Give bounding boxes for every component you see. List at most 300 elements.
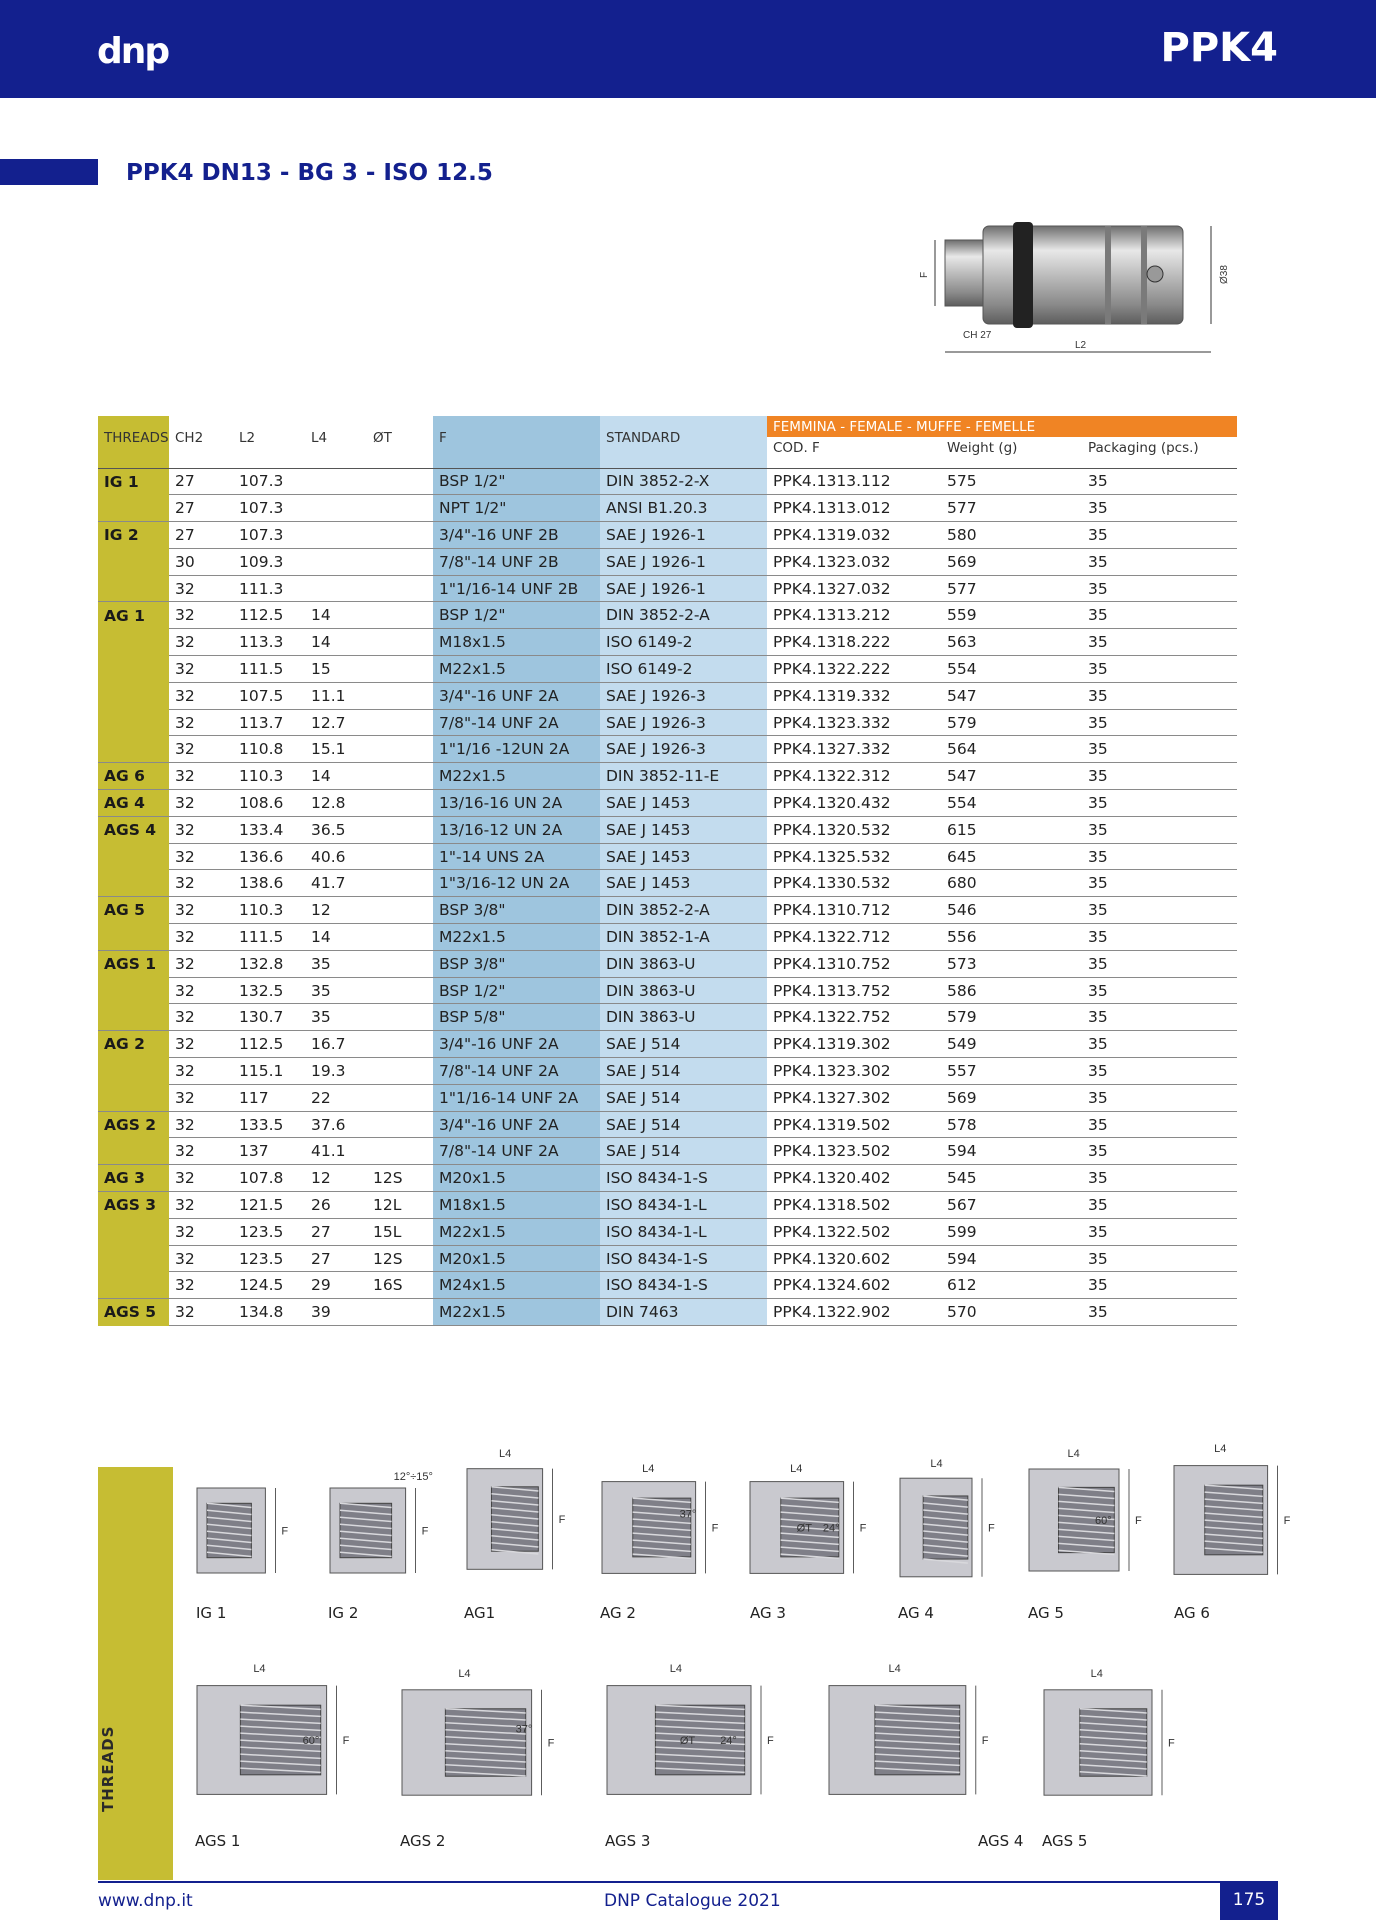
cell-ch2: 32 bbox=[169, 924, 233, 951]
cell-cod: PPK4.1325.532 bbox=[767, 843, 941, 870]
cell-cod: PPK4.1322.902 bbox=[767, 1299, 941, 1326]
thread-drawing bbox=[600, 1460, 730, 1595]
dim-t-label: ØT bbox=[679, 1735, 696, 1747]
table-row bbox=[98, 1272, 1237, 1299]
table-row bbox=[98, 468, 1237, 495]
cell-standard: DIN 3852-1-A bbox=[600, 924, 767, 951]
cell-standard: ISO 8434-1-L bbox=[600, 1218, 767, 1245]
diameter-label: Ø38 bbox=[1219, 265, 1230, 284]
cell-f: M22x1.5 bbox=[433, 1299, 600, 1326]
header-band bbox=[0, 0, 1376, 98]
cell-thread: AG 6 bbox=[98, 763, 169, 790]
cell-thread bbox=[98, 1138, 169, 1165]
cell-f: 13/16-16 UN 2A bbox=[433, 790, 600, 817]
cell-packaging: 35 bbox=[1082, 790, 1237, 817]
cell-l4: 12.8 bbox=[305, 790, 367, 817]
table-row bbox=[98, 575, 1237, 602]
cell-l2: 124.5 bbox=[233, 1272, 305, 1299]
cell-weight: 599 bbox=[941, 1218, 1082, 1245]
col-t-header: ØT bbox=[373, 429, 392, 446]
dim-l4-label: L4 bbox=[499, 1448, 512, 1460]
cell-l2: 123.5 bbox=[233, 1245, 305, 1272]
cell-l4: 36.5 bbox=[305, 816, 367, 843]
cell-ch2: 32 bbox=[169, 602, 233, 629]
cell-ch2: 32 bbox=[169, 682, 233, 709]
cell-l4: 35 bbox=[305, 977, 367, 1004]
cell-l4: 12.7 bbox=[305, 709, 367, 736]
angle-label: 60° bbox=[302, 1735, 320, 1747]
cell-f: M18x1.5 bbox=[433, 1192, 600, 1219]
cell-weight: 577 bbox=[941, 495, 1082, 522]
cell-t bbox=[367, 950, 433, 977]
l2-label: L2 bbox=[1075, 340, 1087, 351]
product-code: PPK4 bbox=[1160, 25, 1278, 71]
cell-standard: DIN 3863-U bbox=[600, 1004, 767, 1031]
cell-standard: ISO 6149-2 bbox=[600, 656, 767, 683]
table-row bbox=[98, 1111, 1237, 1138]
cell-l2: 113.3 bbox=[233, 629, 305, 656]
table-row bbox=[98, 897, 1237, 924]
cell-f: 1"1/16-14 UNF 2B bbox=[433, 575, 600, 602]
cell-l2: 132.8 bbox=[233, 950, 305, 977]
thread-drawing-label: AG 4 bbox=[898, 1604, 934, 1622]
female-header: FEMMINA - FEMALE - MUFFE - FEMELLE bbox=[767, 416, 1237, 437]
dim-f-label: F bbox=[1168, 1737, 1175, 1750]
cell-cod: PPK4.1319.502 bbox=[767, 1111, 941, 1138]
dim-f-label: F bbox=[1283, 1515, 1291, 1527]
title-accent-bar bbox=[0, 159, 98, 185]
cell-thread: AGS 1 bbox=[98, 950, 169, 977]
cell-weight: 579 bbox=[941, 709, 1082, 736]
cell-l4 bbox=[305, 575, 367, 602]
thread-drawing-label: AG 5 bbox=[1028, 1604, 1064, 1622]
cell-ch2: 32 bbox=[169, 736, 233, 763]
cell-cod: PPK4.1327.332 bbox=[767, 736, 941, 763]
cell-standard: DIN 3852-2-A bbox=[600, 897, 767, 924]
cell-f: BSP 5/8" bbox=[433, 1004, 600, 1031]
cell-packaging: 35 bbox=[1082, 816, 1237, 843]
dim-f-label: F bbox=[859, 1522, 867, 1535]
cell-t bbox=[367, 1111, 433, 1138]
cell-weight: 564 bbox=[941, 736, 1082, 763]
cell-ch2: 32 bbox=[169, 709, 233, 736]
cell-standard: SAE J 514 bbox=[600, 1084, 767, 1111]
cell-weight: 645 bbox=[941, 843, 1082, 870]
cell-f: 1"3/16-12 UN 2A bbox=[433, 870, 600, 897]
cell-ch2: 32 bbox=[169, 763, 233, 790]
cell-l2: 136.6 bbox=[233, 843, 305, 870]
cell-weight: 559 bbox=[941, 602, 1082, 629]
cell-standard: SAE J 514 bbox=[600, 1111, 767, 1138]
cell-ch2: 32 bbox=[169, 897, 233, 924]
cell-standard: DIN 3852-2-X bbox=[600, 468, 767, 495]
cell-standard: DIN 3852-2-A bbox=[600, 602, 767, 629]
cell-thread bbox=[98, 682, 169, 709]
thread-drawing bbox=[748, 1460, 878, 1595]
cell-standard: DIN 3863-U bbox=[600, 950, 767, 977]
cell-l2: 109.3 bbox=[233, 548, 305, 575]
table-row bbox=[98, 763, 1237, 790]
cell-weight: 594 bbox=[941, 1245, 1082, 1272]
cell-l2: 110.3 bbox=[233, 897, 305, 924]
cell-l4: 15 bbox=[305, 656, 367, 683]
cell-ch2: 32 bbox=[169, 950, 233, 977]
thread-drawing-label: AG 3 bbox=[750, 1604, 786, 1622]
cell-ch2: 32 bbox=[169, 790, 233, 817]
footer-catalogue: DNP Catalogue 2021 bbox=[604, 1891, 781, 1911]
cell-standard: SAE J 1926-1 bbox=[600, 522, 767, 549]
cell-l2: 110.8 bbox=[233, 736, 305, 763]
cell-cod: PPK4.1313.212 bbox=[767, 602, 941, 629]
cell-t bbox=[367, 682, 433, 709]
thread-drawing bbox=[195, 1468, 290, 1593]
col-packaging-header: Packaging (pcs.) bbox=[1088, 440, 1199, 456]
thread-drawing-label: AG 2 bbox=[600, 1604, 636, 1622]
cell-packaging: 35 bbox=[1082, 1218, 1237, 1245]
dim-f-label: F bbox=[711, 1522, 719, 1535]
cell-l2: 134.8 bbox=[233, 1299, 305, 1326]
cell-ch2: 32 bbox=[169, 575, 233, 602]
table-row bbox=[98, 1031, 1237, 1058]
cell-weight: 556 bbox=[941, 924, 1082, 951]
cell-thread: IG 2 bbox=[98, 522, 169, 549]
cell-packaging: 35 bbox=[1082, 924, 1237, 951]
thread-drawing bbox=[605, 1660, 805, 1820]
table-row bbox=[98, 870, 1237, 897]
cell-weight: 612 bbox=[941, 1272, 1082, 1299]
dim-l4-label: L4 bbox=[888, 1663, 901, 1675]
cell-weight: 570 bbox=[941, 1299, 1082, 1326]
cell-thread bbox=[98, 656, 169, 683]
cell-t bbox=[367, 977, 433, 1004]
footer-rule bbox=[98, 1881, 1278, 1883]
cell-t: 15L bbox=[367, 1218, 433, 1245]
cell-t: 16S bbox=[367, 1272, 433, 1299]
cell-standard: ISO 8434-1-S bbox=[600, 1165, 767, 1192]
cell-ch2: 32 bbox=[169, 1058, 233, 1085]
cell-thread bbox=[98, 1245, 169, 1272]
cell-thread bbox=[98, 977, 169, 1004]
cell-l2: 107.3 bbox=[233, 495, 305, 522]
thread-drawing-label: IG 1 bbox=[196, 1604, 227, 1622]
cell-cod: PPK4.1327.302 bbox=[767, 1084, 941, 1111]
dim-l4-label: L4 bbox=[642, 1463, 655, 1475]
cell-packaging: 35 bbox=[1082, 977, 1237, 1004]
col-cod-header: COD. F bbox=[773, 440, 820, 456]
cell-packaging: 35 bbox=[1082, 950, 1237, 977]
cell-t bbox=[367, 843, 433, 870]
cell-t bbox=[367, 602, 433, 629]
cell-l4 bbox=[305, 468, 367, 495]
cell-standard: SAE J 1926-3 bbox=[600, 682, 767, 709]
cell-cod: PPK4.1320.602 bbox=[767, 1245, 941, 1272]
cell-l2: 111.5 bbox=[233, 656, 305, 683]
cell-l2: 111.5 bbox=[233, 924, 305, 951]
cell-l4: 41.7 bbox=[305, 870, 367, 897]
cell-thread: AGS 2 bbox=[98, 1111, 169, 1138]
cell-cod: PPK4.1313.752 bbox=[767, 977, 941, 1004]
cell-f: 7/8"-14 UNF 2A bbox=[433, 709, 600, 736]
cell-cod: PPK4.1320.432 bbox=[767, 790, 941, 817]
cell-l4: 16.7 bbox=[305, 1031, 367, 1058]
cell-weight: 547 bbox=[941, 682, 1082, 709]
cell-l2: 112.5 bbox=[233, 602, 305, 629]
cell-ch2: 32 bbox=[169, 816, 233, 843]
cell-weight: 546 bbox=[941, 897, 1082, 924]
cell-cod: PPK4.1320.402 bbox=[767, 1165, 941, 1192]
dim-f-label: F bbox=[421, 1525, 429, 1538]
thread-drawing bbox=[1027, 1445, 1152, 1595]
cell-cod: PPK4.1322.712 bbox=[767, 924, 941, 951]
cell-ch2: 32 bbox=[169, 656, 233, 683]
cell-ch2: 32 bbox=[169, 1031, 233, 1058]
cell-l2: 115.1 bbox=[233, 1058, 305, 1085]
cell-thread: AG 1 bbox=[98, 602, 169, 629]
cell-standard: ISO 6149-2 bbox=[600, 629, 767, 656]
cell-cod: PPK4.1310.752 bbox=[767, 950, 941, 977]
cell-cod: PPK4.1322.312 bbox=[767, 763, 941, 790]
cell-l2: 138.6 bbox=[233, 870, 305, 897]
cell-l2: 107.3 bbox=[233, 468, 305, 495]
cell-f: M24x1.5 bbox=[433, 1272, 600, 1299]
cell-l4: 40.6 bbox=[305, 843, 367, 870]
cell-cod: PPK4.1319.302 bbox=[767, 1031, 941, 1058]
thread-drawing-label: AG1 bbox=[464, 1604, 496, 1622]
cell-f: 3/4"-16 UNF 2A bbox=[433, 1031, 600, 1058]
cell-cod: PPK4.1327.032 bbox=[767, 575, 941, 602]
table-row bbox=[98, 1218, 1237, 1245]
cell-packaging: 35 bbox=[1082, 1165, 1237, 1192]
cell-packaging: 35 bbox=[1082, 1192, 1237, 1219]
table-row bbox=[98, 522, 1237, 549]
cell-f: M20x1.5 bbox=[433, 1245, 600, 1272]
cell-packaging: 35 bbox=[1082, 602, 1237, 629]
table-row bbox=[98, 843, 1237, 870]
cell-thread: AGS 3 bbox=[98, 1192, 169, 1219]
cell-packaging: 35 bbox=[1082, 468, 1237, 495]
cell-t bbox=[367, 495, 433, 522]
cell-standard: SAE J 1453 bbox=[600, 816, 767, 843]
cell-l2: 117 bbox=[233, 1084, 305, 1111]
table-row bbox=[98, 709, 1237, 736]
table-row bbox=[98, 924, 1237, 951]
dim-f-label: F bbox=[767, 1735, 774, 1747]
cell-weight: 547 bbox=[941, 763, 1082, 790]
cell-thread bbox=[98, 575, 169, 602]
cell-cod: PPK4.1313.112 bbox=[767, 468, 941, 495]
cell-weight: 579 bbox=[941, 1004, 1082, 1031]
col-l2-header: L2 bbox=[239, 429, 256, 446]
brand-logo: dnp bbox=[97, 31, 169, 72]
cell-f: 7/8"-14 UNF 2A bbox=[433, 1058, 600, 1085]
cell-thread bbox=[98, 548, 169, 575]
cell-weight: 594 bbox=[941, 1138, 1082, 1165]
cell-l4: 19.3 bbox=[305, 1058, 367, 1085]
cell-standard: SAE J 514 bbox=[600, 1031, 767, 1058]
cell-l2: 107.3 bbox=[233, 522, 305, 549]
dim-l4-label: L4 bbox=[458, 1668, 471, 1680]
cell-l4: 14 bbox=[305, 602, 367, 629]
table-row bbox=[98, 790, 1237, 817]
cell-l4: 27 bbox=[305, 1245, 367, 1272]
table-row bbox=[98, 1058, 1237, 1085]
cell-weight: 563 bbox=[941, 629, 1082, 656]
cell-weight: 569 bbox=[941, 1084, 1082, 1111]
cell-t bbox=[367, 522, 433, 549]
cell-thread: AGS 4 bbox=[98, 816, 169, 843]
cell-t bbox=[367, 1031, 433, 1058]
cell-packaging: 35 bbox=[1082, 1004, 1237, 1031]
cell-packaging: 35 bbox=[1082, 897, 1237, 924]
table-row bbox=[98, 1004, 1237, 1031]
cell-weight: 545 bbox=[941, 1165, 1082, 1192]
cell-thread: AG 2 bbox=[98, 1031, 169, 1058]
cell-standard: DIN 7463 bbox=[600, 1299, 767, 1326]
cell-t bbox=[367, 548, 433, 575]
cell-t: 12S bbox=[367, 1245, 433, 1272]
cell-l2: 121.5 bbox=[233, 1192, 305, 1219]
cell-t bbox=[367, 1058, 433, 1085]
cell-cod: PPK4.1318.502 bbox=[767, 1192, 941, 1219]
cell-l2: 107.5 bbox=[233, 682, 305, 709]
cell-ch2: 32 bbox=[169, 1218, 233, 1245]
dim-l4-label: L4 bbox=[930, 1458, 943, 1470]
cell-l4: 27 bbox=[305, 1218, 367, 1245]
cell-l4: 12 bbox=[305, 897, 367, 924]
cell-f: 3/4"-16 UNF 2A bbox=[433, 682, 600, 709]
cell-ch2: 32 bbox=[169, 1272, 233, 1299]
cell-standard: SAE J 1453 bbox=[600, 843, 767, 870]
thread-drawing bbox=[465, 1445, 570, 1593]
table-row bbox=[98, 548, 1237, 575]
cell-packaging: 35 bbox=[1082, 709, 1237, 736]
cell-l2: 108.6 bbox=[233, 790, 305, 817]
cell-t bbox=[367, 763, 433, 790]
cell-l4: 15.1 bbox=[305, 736, 367, 763]
table-row bbox=[98, 977, 1237, 1004]
table-row bbox=[98, 816, 1237, 843]
cell-f: 1"1/16-14 UNF 2A bbox=[433, 1084, 600, 1111]
cell-standard: SAE J 1453 bbox=[600, 790, 767, 817]
cell-weight: 554 bbox=[941, 656, 1082, 683]
table-row bbox=[98, 1245, 1237, 1272]
cell-ch2: 32 bbox=[169, 1111, 233, 1138]
cell-packaging: 35 bbox=[1082, 1084, 1237, 1111]
table-row bbox=[98, 1138, 1237, 1165]
cell-l4 bbox=[305, 548, 367, 575]
dim-l4-label: L4 bbox=[1067, 1448, 1080, 1460]
table-row bbox=[98, 1165, 1237, 1192]
cell-f: M22x1.5 bbox=[433, 924, 600, 951]
cell-l4: 14 bbox=[305, 629, 367, 656]
cell-f: 3/4"-16 UNF 2B bbox=[433, 522, 600, 549]
cell-thread bbox=[98, 1004, 169, 1031]
cell-t bbox=[367, 629, 433, 656]
cell-t bbox=[367, 897, 433, 924]
cell-thread: AGS 5 bbox=[98, 1299, 169, 1326]
cell-ch2: 32 bbox=[169, 1084, 233, 1111]
cell-thread bbox=[98, 843, 169, 870]
dim-f-label: F bbox=[342, 1735, 350, 1747]
cell-l2: 132.5 bbox=[233, 977, 305, 1004]
cell-packaging: 35 bbox=[1082, 1031, 1237, 1058]
cell-thread: AG 3 bbox=[98, 1165, 169, 1192]
cell-ch2: 32 bbox=[169, 1299, 233, 1326]
cell-standard: ISO 8434-1-L bbox=[600, 1192, 767, 1219]
cell-thread: AG 5 bbox=[98, 897, 169, 924]
footer-url[interactable]: www.dnp.it bbox=[98, 1891, 193, 1911]
cell-l2: 133.5 bbox=[233, 1111, 305, 1138]
cell-l4: 14 bbox=[305, 924, 367, 951]
cell-ch2: 32 bbox=[169, 1192, 233, 1219]
cell-f: BSP 3/8" bbox=[433, 950, 600, 977]
thread-drawing bbox=[400, 1665, 580, 1820]
cell-packaging: 35 bbox=[1082, 1245, 1237, 1272]
col-l4-header: L4 bbox=[311, 429, 328, 446]
cell-packaging: 35 bbox=[1082, 870, 1237, 897]
cell-l2: 110.3 bbox=[233, 763, 305, 790]
cell-weight: 554 bbox=[941, 790, 1082, 817]
table-row bbox=[98, 495, 1237, 522]
cell-l4: 37.6 bbox=[305, 1111, 367, 1138]
cell-t bbox=[367, 575, 433, 602]
cell-l2: 137 bbox=[233, 1138, 305, 1165]
cell-weight: 680 bbox=[941, 870, 1082, 897]
cell-ch2: 32 bbox=[169, 629, 233, 656]
threads-label: THREADS bbox=[99, 1725, 117, 1812]
cell-l4: 14 bbox=[305, 763, 367, 790]
cell-t bbox=[367, 1138, 433, 1165]
ch-label: CH 27 bbox=[963, 330, 992, 341]
dim-f-label: F bbox=[558, 1514, 566, 1526]
cell-l2: 107.8 bbox=[233, 1165, 305, 1192]
table-row bbox=[98, 1084, 1237, 1111]
cell-cod: PPK4.1310.712 bbox=[767, 897, 941, 924]
cell-weight: 567 bbox=[941, 1192, 1082, 1219]
cell-t: 12L bbox=[367, 1192, 433, 1219]
cell-cod: PPK4.1323.332 bbox=[767, 709, 941, 736]
cell-f: M22x1.5 bbox=[433, 656, 600, 683]
dim-f-label: F bbox=[547, 1737, 555, 1750]
cell-thread bbox=[98, 629, 169, 656]
cell-l4: 29 bbox=[305, 1272, 367, 1299]
thread-drawing-label: AGS 3 bbox=[605, 1832, 651, 1850]
cell-f: 3/4"-16 UNF 2A bbox=[433, 1111, 600, 1138]
page-number: 175 bbox=[1220, 1881, 1278, 1920]
thread-drawing-label: AGS 2 bbox=[400, 1832, 446, 1850]
thread-drawing bbox=[898, 1455, 998, 1600]
cell-thread: AG 4 bbox=[98, 790, 169, 817]
cell-t bbox=[367, 656, 433, 683]
cell-thread bbox=[98, 1218, 169, 1245]
cell-t bbox=[367, 924, 433, 951]
cell-ch2: 32 bbox=[169, 1245, 233, 1272]
cell-l2: 133.4 bbox=[233, 816, 305, 843]
table-row bbox=[98, 602, 1237, 629]
cell-f: 13/16-12 UN 2A bbox=[433, 816, 600, 843]
angle-label: 60° bbox=[1095, 1515, 1112, 1527]
cell-cod: PPK4.1323.502 bbox=[767, 1138, 941, 1165]
cell-weight: 577 bbox=[941, 575, 1082, 602]
dim-l4-label: L4 bbox=[669, 1663, 683, 1675]
cell-thread bbox=[98, 1084, 169, 1111]
cell-weight: 580 bbox=[941, 522, 1082, 549]
cell-cod: PPK4.1313.012 bbox=[767, 495, 941, 522]
cell-ch2: 32 bbox=[169, 1138, 233, 1165]
cell-ch2: 30 bbox=[169, 548, 233, 575]
cell-cod: PPK4.1318.222 bbox=[767, 629, 941, 656]
cell-weight: 573 bbox=[941, 950, 1082, 977]
